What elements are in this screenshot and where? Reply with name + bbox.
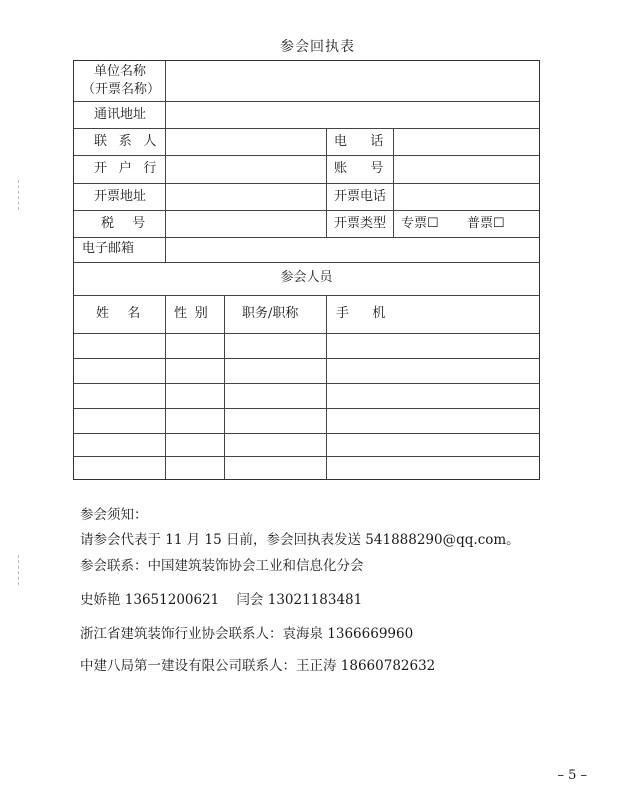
row-divider [74, 155, 539, 156]
label-tax-id: 税号 [101, 216, 164, 231]
label-invoice-address: 开票地址 [94, 189, 147, 204]
col-header-title: 职务/职称 [242, 306, 299, 321]
label-invoice-type: 开票类型 [334, 216, 387, 231]
row-divider [74, 128, 539, 129]
col-header-name: 姓名 [96, 306, 159, 321]
normal-invoice-label: 普票 [467, 216, 494, 231]
column-divider [165, 295, 166, 479]
notes-zhejiang-contact: 浙江省建筑装饰行业协会联系人：袁海泉 1366669960 [80, 626, 414, 642]
label-invoice-phone: 开票电话 [334, 189, 387, 204]
label-email: 电子邮箱 [82, 241, 135, 256]
special-invoice-checkbox[interactable]: ☐ [427, 216, 439, 231]
row-divider [74, 333, 539, 334]
row-divider [74, 433, 539, 434]
row-divider [74, 183, 539, 184]
notes-deadline: 请参会代表于 11 月 15 日前，参会回执表发送 541888290@qq.com。 [80, 532, 520, 548]
column-divider [326, 128, 327, 237]
row-divider [74, 383, 539, 384]
notes-heading: 参会须知： [80, 507, 148, 523]
normal-invoice-option[interactable] [467, 216, 505, 232]
label-unit-name: 单位名称 [94, 64, 147, 79]
notes-cscec-contact: 中建八局第一建设有限公司联系人：王正涛 18660782632 [80, 658, 436, 674]
row-divider [74, 456, 539, 457]
label-bank: 开户行 [94, 161, 169, 176]
registration-form-table [73, 60, 540, 480]
row-divider [74, 262, 539, 263]
binding-mark [18, 555, 21, 585]
notes-contact-people: 史娇艳 13651200621 闫会 13021183481 [80, 592, 363, 608]
column-divider [224, 295, 225, 479]
special-invoice-label: 专票 [401, 216, 428, 231]
row-divider [74, 358, 539, 359]
row-divider [74, 408, 539, 409]
col-header-mobile: 手机 [336, 306, 409, 321]
special-invoice-option[interactable] [401, 216, 439, 232]
row-divider [74, 295, 539, 296]
row-divider [74, 237, 539, 238]
row-divider [74, 101, 539, 102]
label-account: 账号 [334, 161, 407, 176]
page-number: – 5 – [557, 768, 587, 783]
form-title: 参会回执表 [280, 39, 355, 55]
notes-contact-org: 参会联系：中国建筑装饰协会工业和信息化分会 [80, 558, 364, 574]
label-address: 通讯地址 [94, 107, 147, 122]
col-header-gender: 性别 [174, 306, 216, 321]
binding-mark [18, 180, 21, 210]
column-divider [326, 295, 327, 479]
attendees-section-title: 参会人员 [280, 270, 333, 285]
row-divider [74, 210, 539, 211]
label-contact: 联系人 [94, 134, 169, 149]
label-invoice-name: （开票名称） [82, 82, 161, 97]
label-phone: 电话 [334, 134, 407, 149]
normal-invoice-checkbox[interactable]: ☐ [493, 216, 505, 231]
